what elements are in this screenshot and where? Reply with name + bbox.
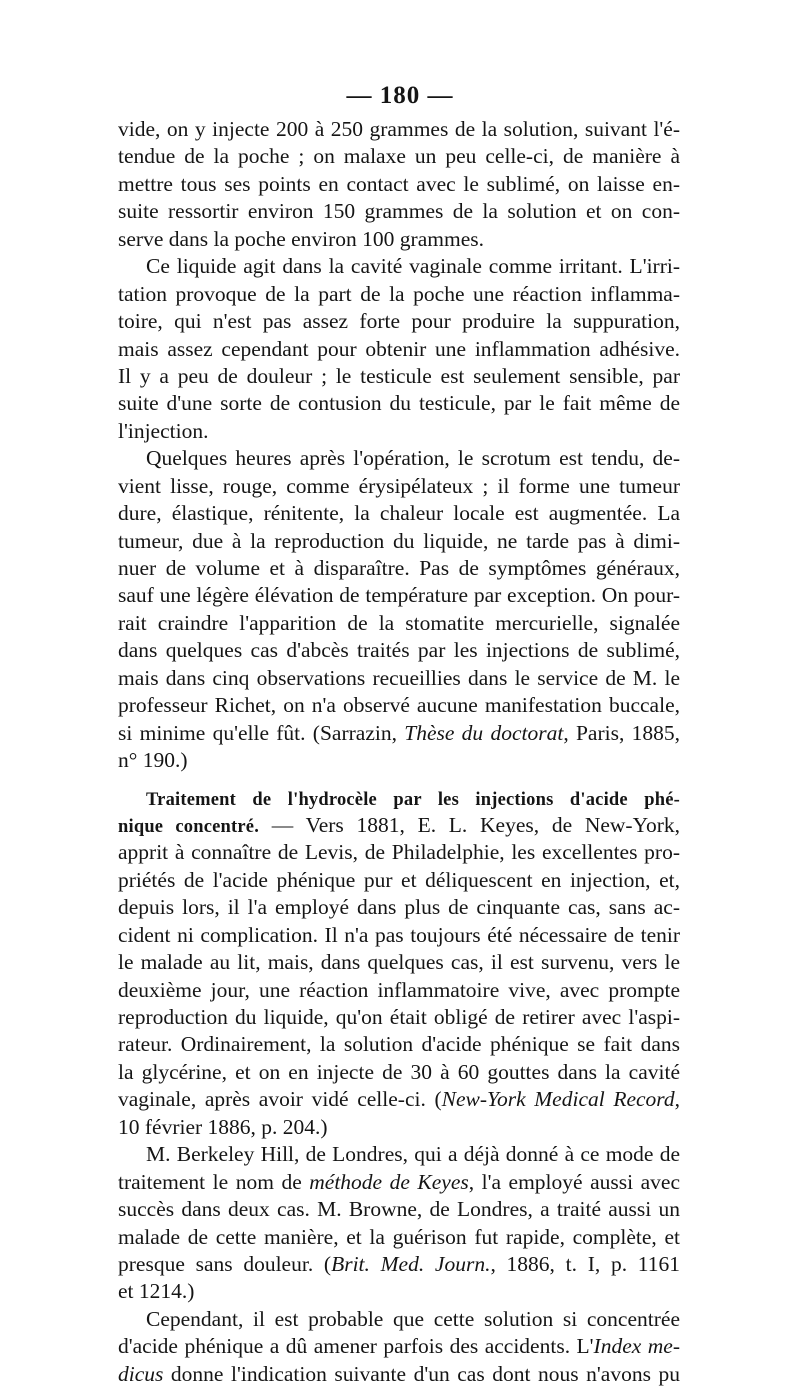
- text-run: d'acide phénique a dû amener parfois des accidents. L': [118, 1334, 594, 1359]
- text-run: presque sans douleur. (: [118, 1251, 332, 1276]
- page-number: — 180 —: [346, 82, 454, 109]
- text-line: serve dans la poche environ 100 grammes.: [118, 226, 484, 251]
- text-line: deuxième jour, une réaction inflammatoire vive, avec prompte: [118, 977, 680, 1002]
- text-line: vide, on y injecte 200 à 250 grammes de la solution, suivant l'é-: [118, 117, 680, 141]
- text-line: dans quelques cas d'abcès traités par les injections de sublimé,: [118, 638, 680, 663]
- text-line: priétés de l'acide phénique pur et déliquescent en injection, et,: [118, 867, 680, 892]
- text-line: Cependant, il est probable que cette solution si concentrée: [146, 1306, 680, 1331]
- citation-title: Brit. Med. Journ.: [331, 1251, 491, 1276]
- text-line: [118, 1251, 680, 1278]
- text-run: ,: [674, 1087, 680, 1112]
- text-line: rateur. Ordinairement, la solution d'acide phénique se fait dans: [118, 1032, 680, 1057]
- paragraph-2: [118, 253, 680, 445]
- section-heading: Traitement de l'hydrocèle par les injections d'acide phé-: [146, 789, 680, 810]
- paragraph-4: [118, 785, 680, 1142]
- text-line: malade de cette manière, et la guérison fut rapide, complète, et: [118, 1224, 680, 1249]
- text-line: n° 190.): [118, 748, 188, 773]
- paragraph-6: [118, 1306, 680, 1388]
- text-line: mettre tous ses points en contact avec le sublimé, on laisse en-: [118, 171, 680, 196]
- text-run: , 1886, t. I, p. 1161: [490, 1251, 680, 1276]
- text-line: dure, élastique, rénitente, la chaleur locale est augmentée. La: [118, 501, 680, 526]
- text-line: [118, 785, 680, 812]
- text-run: vaginale, après avoir vidé celle-ci. (: [118, 1087, 442, 1112]
- text-line: mais assez cependant pour obtenir une inflammation adhésive.: [118, 336, 680, 361]
- text-line: tendue de la poche ; on malaxe un peu celle-ci, de manière à: [118, 144, 680, 169]
- text-run: si minime qu'elle fût. (Sarrazin,: [118, 720, 405, 745]
- method-name: méthode de Keyes: [309, 1169, 469, 1194]
- text-line: reproduction du liquide, qu'on était obligé de retirer avec l'aspi-: [118, 1005, 680, 1029]
- citation-title: Index me-: [593, 1334, 680, 1359]
- text-line: apprit à connaître de Levis, de Philadelphie, les excellentes pro-: [118, 840, 680, 865]
- text-line: nuer de volume et à disparaître. Pas de symptômes généraux,: [118, 556, 680, 580]
- text-run: , Paris, 1885,: [563, 720, 680, 745]
- text-line: Ce liquide agit dans la cavité vaginale comme irritant. L'irri-: [146, 254, 680, 279]
- text-line: rait craindre l'apparition de la stomatite mercurielle, signalée: [118, 610, 680, 635]
- text-line: l'injection.: [118, 418, 209, 443]
- text-run: , l'a employé aussi avec: [468, 1169, 680, 1194]
- text-line: toire, qui n'est pas assez forte pour produire la suppuration,: [118, 309, 680, 334]
- text-line: Il y a peu de douleur ; le testicule est seulement sensible, par: [118, 363, 680, 388]
- text-line: vient lisse, rouge, comme érysipélateux ; il forme une tumeur: [118, 473, 680, 498]
- text-line: succès dans deux cas. M. Browne, de Londres, a traité aussi un: [118, 1197, 680, 1222]
- text-run: — Vers 1881, E. L. Keyes, de New-York,: [259, 812, 680, 837]
- text-line: [118, 1169, 680, 1196]
- text-line: et 1214.): [118, 1279, 195, 1304]
- text-run: traitement le nom de: [118, 1169, 310, 1194]
- text-line: [118, 720, 680, 747]
- text-line: professeur Richet, on n'a observé aucune manifestation buccale,: [118, 693, 680, 718]
- text-line: cident ni complication. Il n'a pas toujours été nécessaire de tenir: [118, 922, 680, 947]
- citation-title-cont: dicus: [118, 1361, 164, 1386]
- text-line: M. Berkeley Hill, de Londres, qui a déjà donné à ce mode de: [146, 1142, 680, 1167]
- paragraph-3: [118, 445, 680, 774]
- paragraph-1: [118, 116, 680, 253]
- text-line: suite ressortir environ 150 grammes de la solution et on con-: [118, 199, 680, 224]
- text-line: sauf une légère élévation de température par exception. On pour-: [118, 583, 680, 608]
- text-line: suite d'une sorte de contusion du testicule, par le fait même de: [118, 391, 680, 416]
- text-line: 10 février 1886, p. 204.): [118, 1114, 328, 1139]
- text-line: le malade au lit, mais, dans quelques cas, il est survenu, vers le: [118, 950, 680, 975]
- text-line: [118, 1361, 680, 1388]
- section-gap: [118, 775, 680, 785]
- text-line: depuis lors, il l'a employé dans plus de cinquante cas, sans ac-: [118, 895, 680, 920]
- text-line: tumeur, due à la reproduction du liquide, ne tarde pas à dimi-: [118, 528, 680, 553]
- text-line: [118, 812, 680, 839]
- text-line: [118, 1333, 680, 1360]
- text-run: donne l'indication suivante d'un cas dont nous n'avons pu: [163, 1361, 680, 1386]
- text-line: la glycérine, et on en injecte de 30 à 60 gouttes dans la cavité: [118, 1059, 680, 1084]
- text-line: tation provoque de la part de la poche une réaction inflamma-: [118, 281, 680, 306]
- text-line: [118, 1086, 680, 1113]
- citation-title: Thèse du doctorat: [404, 720, 564, 745]
- paragraph-5: [118, 1141, 680, 1306]
- citation-title: New-York Medical Record: [441, 1087, 675, 1112]
- text-line: mais dans cinq observations recueillies dans le service de M. le: [118, 665, 680, 690]
- text-line: Quelques heures après l'opération, le scrotum est tendu, de-: [146, 446, 680, 471]
- body-text: [118, 116, 680, 1388]
- section-heading-cont: nique concentré.: [118, 816, 260, 837]
